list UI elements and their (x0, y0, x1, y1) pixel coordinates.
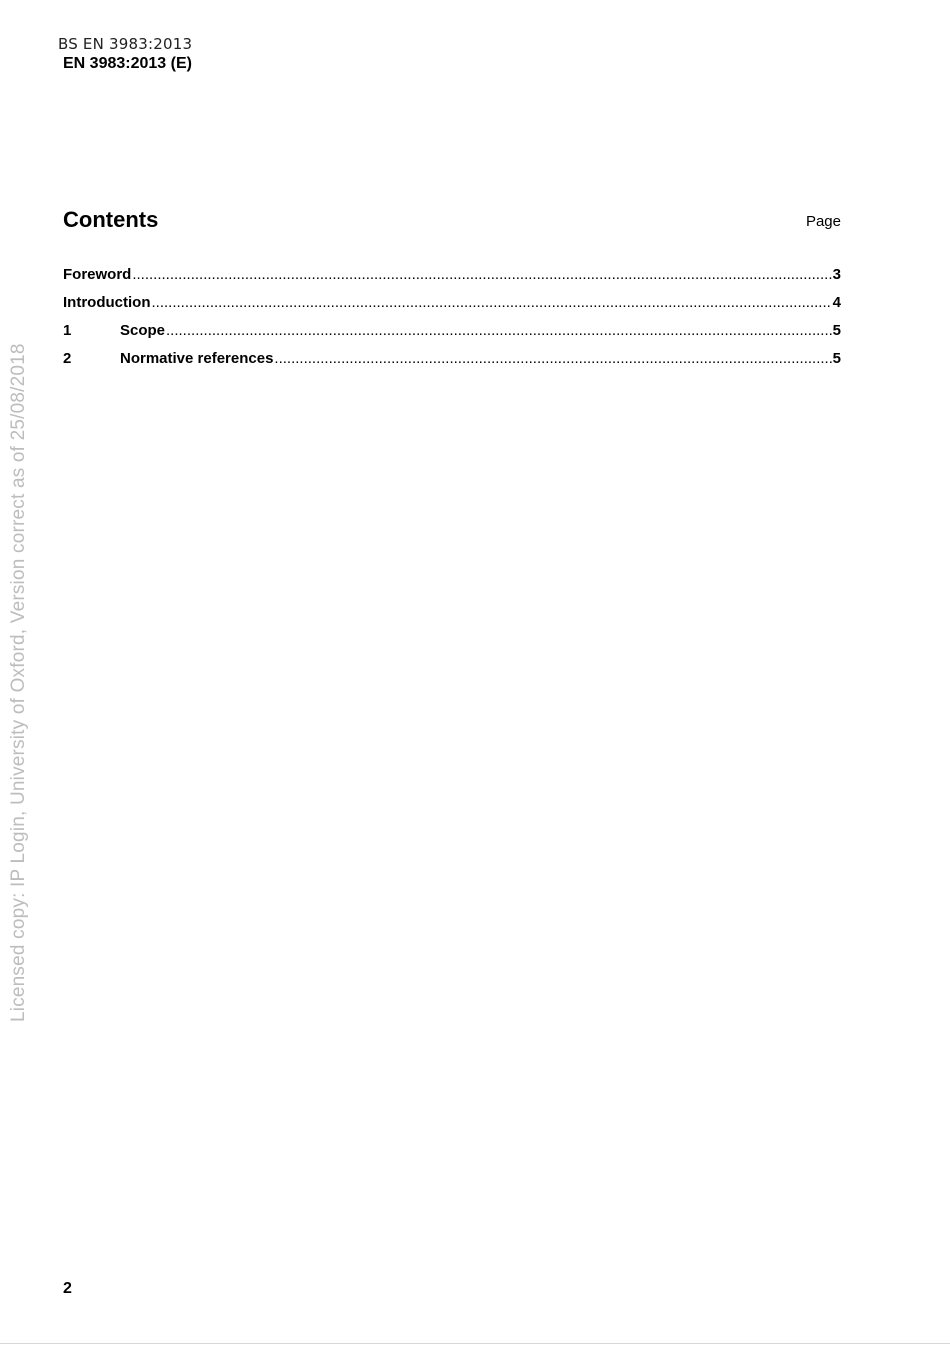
page-number: 2 (63, 1280, 72, 1297)
toc-entry-page: 5 (832, 322, 841, 339)
toc-entry-normative-references[interactable] (63, 350, 841, 378)
toc-entry-introduction[interactable] (63, 294, 841, 322)
toc-entry-title: Scope (120, 322, 166, 339)
toc-entry-page: 3 (832, 266, 841, 283)
toc-entry-title: Foreword (63, 266, 132, 283)
contents-heading: Contents (63, 207, 159, 232)
toc-dot-leader (166, 322, 832, 339)
toc-entry-title: Introduction (63, 294, 151, 311)
toc-entry-scope[interactable] (63, 322, 841, 350)
license-watermark: Licensed copy: IP Login, University of Oxford, Version correct as of 25/08/2018 (8, 343, 29, 1022)
toc-entry-number: 1 (63, 322, 72, 339)
toc-entry-number: 2 (63, 350, 72, 367)
toc-dot-leader (132, 266, 831, 283)
toc-entry-foreword[interactable] (63, 266, 841, 294)
toc-entry-page: 4 (832, 294, 841, 311)
en-standard-reference: EN 3983:2013 (E) (63, 55, 192, 72)
toc-dot-leader (274, 350, 831, 367)
page-divider (0, 1343, 950, 1344)
page-column-label: Page (805, 213, 841, 230)
toc-entry-title: Normative references (120, 350, 274, 367)
table-of-contents (63, 266, 841, 378)
bs-standard-reference: BS EN 3983:2013 (58, 35, 193, 53)
toc-entry-page: 5 (832, 350, 841, 367)
toc-dot-leader (151, 294, 831, 311)
